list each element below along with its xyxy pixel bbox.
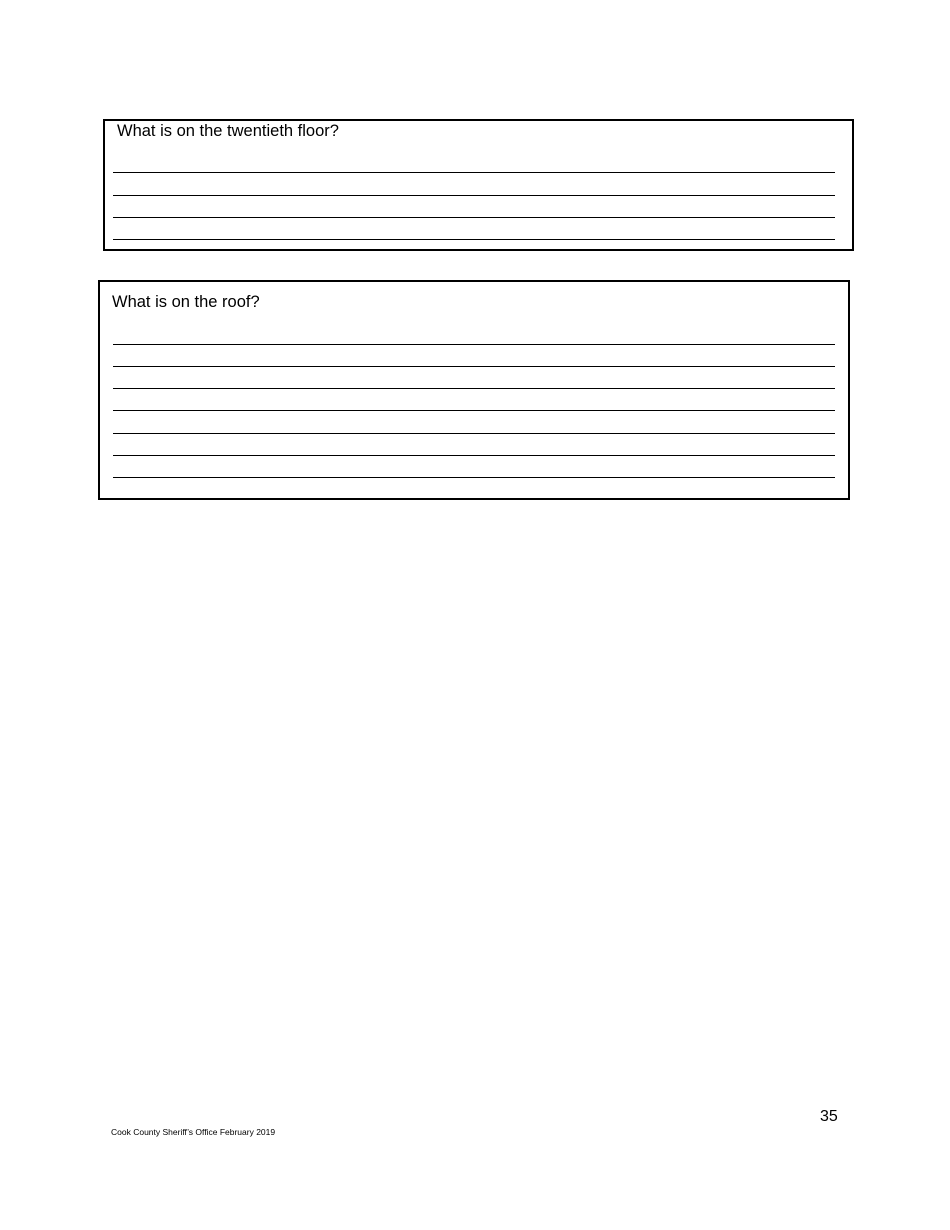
question-box-roof — [98, 280, 850, 500]
question-label: What is on the twentieth floor? — [117, 122, 339, 140]
answer-line[interactable] — [113, 172, 835, 173]
answer-line[interactable] — [113, 366, 835, 367]
answer-line[interactable] — [113, 455, 835, 456]
answer-line[interactable] — [113, 217, 835, 218]
answer-line[interactable] — [113, 433, 835, 434]
answer-line[interactable] — [113, 388, 835, 389]
answer-line[interactable] — [113, 410, 835, 411]
answer-line[interactable] — [113, 344, 835, 345]
answer-line[interactable] — [113, 239, 835, 240]
answer-line[interactable] — [113, 195, 835, 196]
answer-line[interactable] — [113, 477, 835, 478]
page-number: 35 — [820, 1108, 838, 1125]
question-box-twentieth-floor — [103, 119, 854, 251]
question-label: What is on the roof? — [112, 293, 260, 311]
footer-credit: Cook County Sheriff’s Office February 2019 — [111, 1127, 276, 1137]
